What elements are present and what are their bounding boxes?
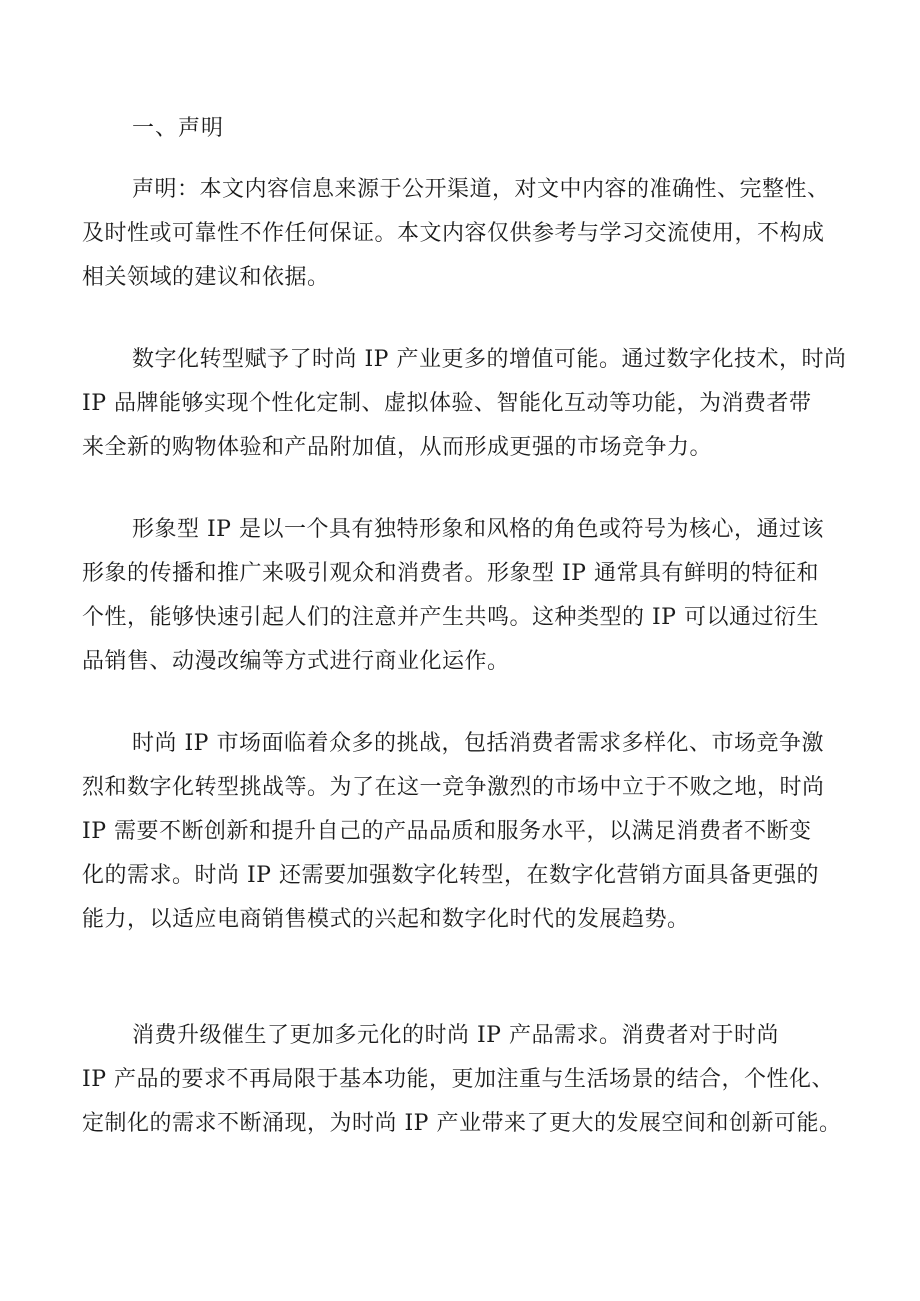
paragraph-line: IP 品牌能够实现个性化定制、虚拟体验、智能化互动等功能，为消费者带 <box>82 391 812 416</box>
paragraph-line: 个性，能够快速引起人们的注意并产生共鸣。这种类型的 IP 可以通过衍生 <box>82 605 819 630</box>
paragraph-image-ip <box>82 508 857 684</box>
paragraph-line: 来全新的购物体验和产品附加值，从而形成更强的市场竞争力。 <box>82 435 713 460</box>
paragraph-line: 数字化转型赋予了时尚 IP 产业更多的增值可能。通过数字化技术，时尚 <box>132 347 847 372</box>
paragraph-line: 化的需求。时尚 IP 还需要加强数字化转型，在数字化营销方面具备更强的 <box>82 863 819 888</box>
paragraph-digital-transformation <box>82 338 857 470</box>
paragraph-line: 消费升级催生了更加多元化的时尚 IP 产品需求。消费者对于时尚 <box>132 1023 779 1048</box>
paragraph-line: 形象型 IP 是以一个具有独特形象和风格的角色或符号为核心，通过该 <box>132 517 824 542</box>
paragraph-disclaimer <box>82 168 857 300</box>
paragraph-line: 定制化的需求不断涌现，为时尚 IP 产业带来了更大的发展空间和创新可能。 <box>82 1111 842 1136</box>
paragraph-line: 及时性或可靠性不作任何保证。本文内容仅供参考与学习交流使用，不构成 <box>82 221 825 246</box>
paragraph-line: 烈和数字化转型挑战等。为了在这一竞争激烈的市场中立于不败之地，时尚 <box>82 775 825 800</box>
paragraph-line: 声明：本文内容信息来源于公开渠道，对文中内容的准确性、完整性、 <box>132 177 830 202</box>
paragraph-line: 时尚 IP 市场面临着众多的挑战，包括消费者需求多样化、市场竞争激 <box>132 731 824 756</box>
paragraph-line: IP 产品的要求不再局限于基本功能，更加注重与生活场景的结合，个性化、 <box>82 1067 834 1092</box>
paragraph-line: 相关领域的建议和依据。 <box>82 265 330 290</box>
paragraph-line: 能力，以适应电商销售模式的兴起和数字化时代的发展趋势。 <box>82 907 690 932</box>
paragraph-line: 形象的传播和推广来吸引观众和消费者。形象型 IP 通常具有鲜明的特征和 <box>82 561 819 586</box>
paragraph-market-challenges <box>82 722 857 942</box>
paragraph-consumption-upgrade <box>82 1014 857 1146</box>
paragraph-line: 品销售、动漫改编等方式进行商业化运作。 <box>82 649 510 674</box>
section-heading: 一、声明 <box>132 116 225 141</box>
paragraph-line: IP 需要不断创新和提升自己的产品品质和服务水平，以满足消费者不断变 <box>82 819 812 844</box>
